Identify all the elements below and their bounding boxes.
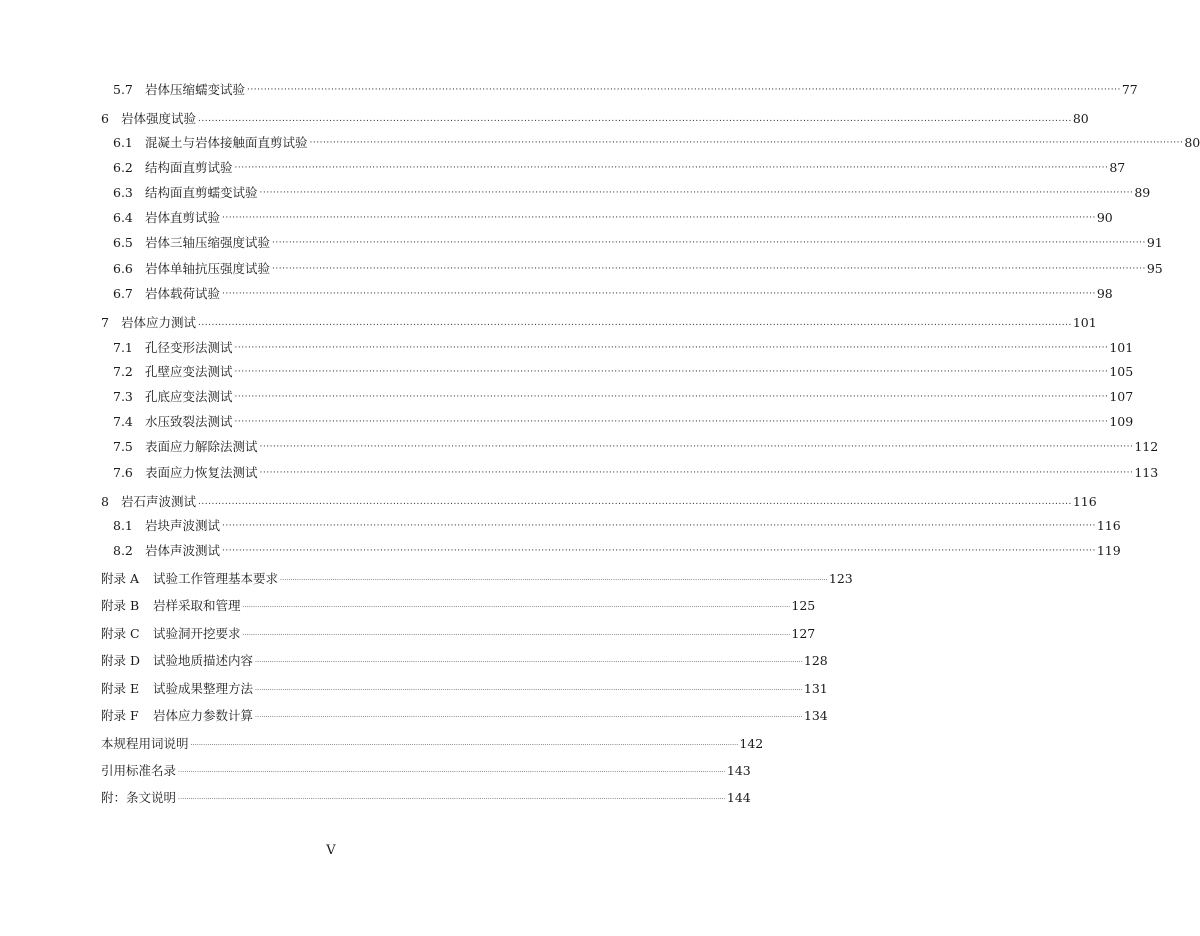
toc-entry-number: 7.6 bbox=[113, 465, 133, 480]
dot-leader: ···································································································································································································································································· bbox=[259, 188, 1134, 198]
toc-entry-page: 112 bbox=[1134, 439, 1159, 454]
dot-leader: ···································································································································································································································································· bbox=[272, 264, 1146, 274]
toc-entry[interactable] bbox=[113, 78, 1138, 98]
toc-entry-title: 孔壁应变法测试 bbox=[145, 364, 233, 379]
toc-entry[interactable] bbox=[113, 131, 1200, 151]
toc-entry-page: 80 bbox=[1072, 111, 1089, 126]
toc-entry-page: 107 bbox=[1109, 389, 1134, 404]
toc-entry-page: 142 bbox=[739, 736, 764, 751]
toc-entry[interactable] bbox=[113, 231, 1163, 251]
dot-leader: ···································································································································································································································································· bbox=[259, 468, 1134, 478]
toc-entry-title: 本规程用词说明 bbox=[101, 736, 189, 751]
dot-leader: ···································································································································································································································································· bbox=[234, 163, 1109, 173]
toc-entry-number: 8 bbox=[101, 494, 109, 509]
toc-entry-title: 岩体三轴压缩强度试验 bbox=[145, 235, 271, 250]
toc-entry[interactable] bbox=[113, 385, 1134, 405]
toc-entry-number: 附录 E bbox=[101, 681, 140, 696]
toc-entry-number: 6.5 bbox=[113, 235, 133, 250]
dot-leader: ···································································································································································································································································· bbox=[234, 392, 1109, 402]
toc-entry-number: 6.3 bbox=[113, 185, 133, 200]
dot-leader: ···································································································································································································································································· bbox=[309, 138, 1184, 148]
dot-leader: .................................................................................................................................................................................................................................................................... bbox=[178, 794, 726, 801]
toc-entry-page: 113 bbox=[1134, 465, 1159, 480]
toc-entry-page: 123 bbox=[828, 571, 853, 586]
toc-entry[interactable] bbox=[101, 107, 1089, 127]
toc-entry[interactable] bbox=[113, 282, 1113, 302]
dot-leader: ···································································································································································································································································· bbox=[259, 442, 1134, 452]
toc-entry[interactable] bbox=[101, 649, 828, 669]
page-number-footer: V bbox=[326, 843, 336, 858]
toc-entry[interactable] bbox=[101, 759, 751, 779]
toc-entry-number: 7.1 bbox=[113, 340, 133, 355]
dot-leader: .................................................................................................................................................................................................................................................................... bbox=[198, 497, 1072, 507]
toc-entry-title: 岩体声波测试 bbox=[145, 543, 221, 558]
toc-entry[interactable] bbox=[101, 704, 828, 724]
toc-entry-number: 8.1 bbox=[113, 518, 133, 533]
toc-entry[interactable] bbox=[113, 336, 1134, 356]
toc-entry-title: 附：条文说明 bbox=[101, 790, 177, 805]
toc-entry-number: 7 bbox=[101, 315, 109, 330]
toc-entry-title: 岩体应力参数计算 bbox=[153, 708, 254, 723]
toc-entry[interactable] bbox=[101, 567, 853, 587]
toc-entry-number: 附录 F bbox=[101, 708, 139, 723]
toc-entry[interactable] bbox=[101, 732, 764, 752]
toc-entry-title: 结构面直剪蠕变试验 bbox=[145, 185, 258, 200]
toc-entry-number: 附录 A bbox=[101, 571, 140, 586]
toc-entry-title: 岩体强度试验 bbox=[121, 111, 197, 126]
toc-entry[interactable] bbox=[101, 311, 1097, 331]
toc-entry[interactable] bbox=[113, 181, 1151, 201]
toc-entry-number: 6.1 bbox=[113, 135, 133, 150]
dot-leader: ···································································································································································································································································· bbox=[222, 213, 1096, 223]
dot-leader: ···································································································································································································································································· bbox=[247, 85, 1121, 95]
toc-entry[interactable] bbox=[101, 622, 816, 642]
dot-leader: .................................................................................................................................................................................................................................................................... bbox=[242, 602, 791, 609]
toc-entry[interactable] bbox=[113, 539, 1121, 559]
toc-entry-number: 6 bbox=[101, 111, 109, 126]
dot-leader: ···································································································································································································································································· bbox=[234, 343, 1109, 353]
toc-entry-title: 试验洞开挖要求 bbox=[153, 626, 241, 641]
toc-entry[interactable] bbox=[113, 156, 1126, 176]
toc-entry-number: 附录 C bbox=[101, 626, 140, 641]
toc-entry-title: 试验工作管理基本要求 bbox=[153, 571, 279, 586]
toc-entry-title: 岩石声波测试 bbox=[121, 494, 197, 509]
dot-leader: .................................................................................................................................................................................................................................................................... bbox=[242, 630, 791, 637]
toc-entry-title: 试验成果整理方法 bbox=[153, 681, 254, 696]
toc-entry[interactable] bbox=[113, 461, 1159, 481]
toc-entry[interactable] bbox=[101, 490, 1097, 510]
toc-entry-page: 98 bbox=[1096, 286, 1113, 301]
toc-entry-title: 岩体载荷试验 bbox=[145, 286, 221, 301]
dot-leader: .................................................................................................................................................................................................................................................................... bbox=[198, 318, 1072, 328]
dot-leader: ···································································································································································································································································· bbox=[234, 367, 1109, 377]
toc-entry-page: 109 bbox=[1109, 414, 1134, 429]
dot-leader: .................................................................................................................................................................................................................................................................... bbox=[255, 712, 803, 719]
toc-entry-page: 128 bbox=[803, 653, 828, 668]
toc-entry-number: 6.4 bbox=[113, 210, 133, 225]
toc-entry-page: 101 bbox=[1072, 315, 1097, 330]
dot-leader: ···································································································································································································································································· bbox=[234, 417, 1109, 427]
toc-entry-page: 144 bbox=[726, 790, 751, 805]
toc-entry[interactable] bbox=[113, 435, 1159, 455]
toc-entry-number: 附录 D bbox=[101, 653, 140, 668]
dot-leader: .................................................................................................................................................................................................................................................................... bbox=[178, 767, 726, 774]
toc-entry-page: 80 bbox=[1184, 135, 1200, 150]
toc-entry-title: 岩体应力测试 bbox=[121, 315, 197, 330]
toc-entry-title: 试验地质描述内容 bbox=[153, 653, 254, 668]
toc-entry-number: 6.7 bbox=[113, 286, 133, 301]
toc-entry-number: 7.5 bbox=[113, 439, 133, 454]
toc-entry[interactable] bbox=[101, 786, 751, 806]
toc-entry[interactable] bbox=[101, 677, 828, 697]
toc-entry-number: 5.7 bbox=[113, 82, 133, 97]
dot-leader: .................................................................................................................................................................................................................................................................... bbox=[255, 657, 803, 664]
toc-entry-page: 89 bbox=[1134, 185, 1151, 200]
toc-entry-page: 131 bbox=[803, 681, 828, 696]
toc-entry-page: 105 bbox=[1109, 364, 1134, 379]
toc-entry-page: 91 bbox=[1146, 235, 1163, 250]
toc-entry-page: 95 bbox=[1146, 261, 1163, 276]
toc-entry-number: 附录 B bbox=[101, 598, 140, 613]
toc-entry-page: 77 bbox=[1121, 82, 1138, 97]
toc-entry-page: 125 bbox=[791, 598, 816, 613]
toc-entry[interactable] bbox=[101, 594, 816, 614]
toc-entry-number: 7.2 bbox=[113, 364, 133, 379]
toc-entry-number: 6.6 bbox=[113, 261, 133, 276]
toc-entry-number: 6.2 bbox=[113, 160, 133, 175]
toc-entry-title: 孔底应变法测试 bbox=[145, 389, 233, 404]
toc-entry[interactable] bbox=[113, 206, 1113, 226]
toc-entry-page: 134 bbox=[803, 708, 828, 723]
toc-entry-number: 7.4 bbox=[113, 414, 133, 429]
toc-entry-number: 8.2 bbox=[113, 543, 133, 558]
toc-entry-page: 87 bbox=[1109, 160, 1126, 175]
toc-entry-title: 岩块声波测试 bbox=[145, 518, 221, 533]
toc-entry-title: 表面应力解除法测试 bbox=[145, 439, 258, 454]
toc-entry-title: 岩样采取和管理 bbox=[153, 598, 241, 613]
toc-entry-page: 116 bbox=[1096, 518, 1121, 533]
toc-entry-title: 混凝土与岩体接触面直剪试验 bbox=[145, 135, 308, 150]
toc-entry-number: 7.3 bbox=[113, 389, 133, 404]
toc-entry[interactable] bbox=[113, 410, 1134, 430]
dot-leader: .................................................................................................................................................................................................................................................................... bbox=[255, 685, 803, 692]
dot-leader: ···································································································································································································································································· bbox=[222, 289, 1096, 299]
toc-entry-title: 表面应力恢复法测试 bbox=[145, 465, 258, 480]
toc-entry-title: 岩体压缩蠕变试验 bbox=[145, 82, 246, 97]
toc-entry-title: 水压致裂法测试 bbox=[145, 414, 233, 429]
toc-entry[interactable] bbox=[113, 257, 1163, 277]
dot-leader: ···································································································································································································································································· bbox=[222, 546, 1096, 556]
toc-entry-title: 岩体直剪试验 bbox=[145, 210, 221, 225]
dot-leader: ···································································································································································································································································· bbox=[272, 238, 1146, 248]
toc-entry-page: 101 bbox=[1109, 340, 1134, 355]
toc-entry[interactable] bbox=[113, 514, 1121, 534]
toc-entry-title: 结构面直剪试验 bbox=[145, 160, 233, 175]
toc-entry-page: 119 bbox=[1096, 543, 1121, 558]
toc-entry-title: 引用标准名录 bbox=[101, 763, 177, 778]
dot-leader: ···································································································································································································································································· bbox=[222, 521, 1096, 531]
toc-entry-page: 143 bbox=[726, 763, 751, 778]
dot-leader: .................................................................................................................................................................................................................................................................... bbox=[198, 114, 1072, 124]
toc-entry-title: 岩体单轴抗压强度试验 bbox=[145, 261, 271, 276]
dot-leader: .................................................................................................................................................................................................................................................................... bbox=[280, 575, 828, 582]
dot-leader: .................................................................................................................................................................................................................................................................... bbox=[190, 740, 739, 747]
toc-entry-title: 孔径变形法测试 bbox=[145, 340, 233, 355]
toc-entry[interactable] bbox=[113, 360, 1134, 380]
toc-entry-page: 90 bbox=[1096, 210, 1113, 225]
toc-entry-page: 127 bbox=[791, 626, 816, 641]
toc-entry-page: 116 bbox=[1072, 494, 1097, 509]
